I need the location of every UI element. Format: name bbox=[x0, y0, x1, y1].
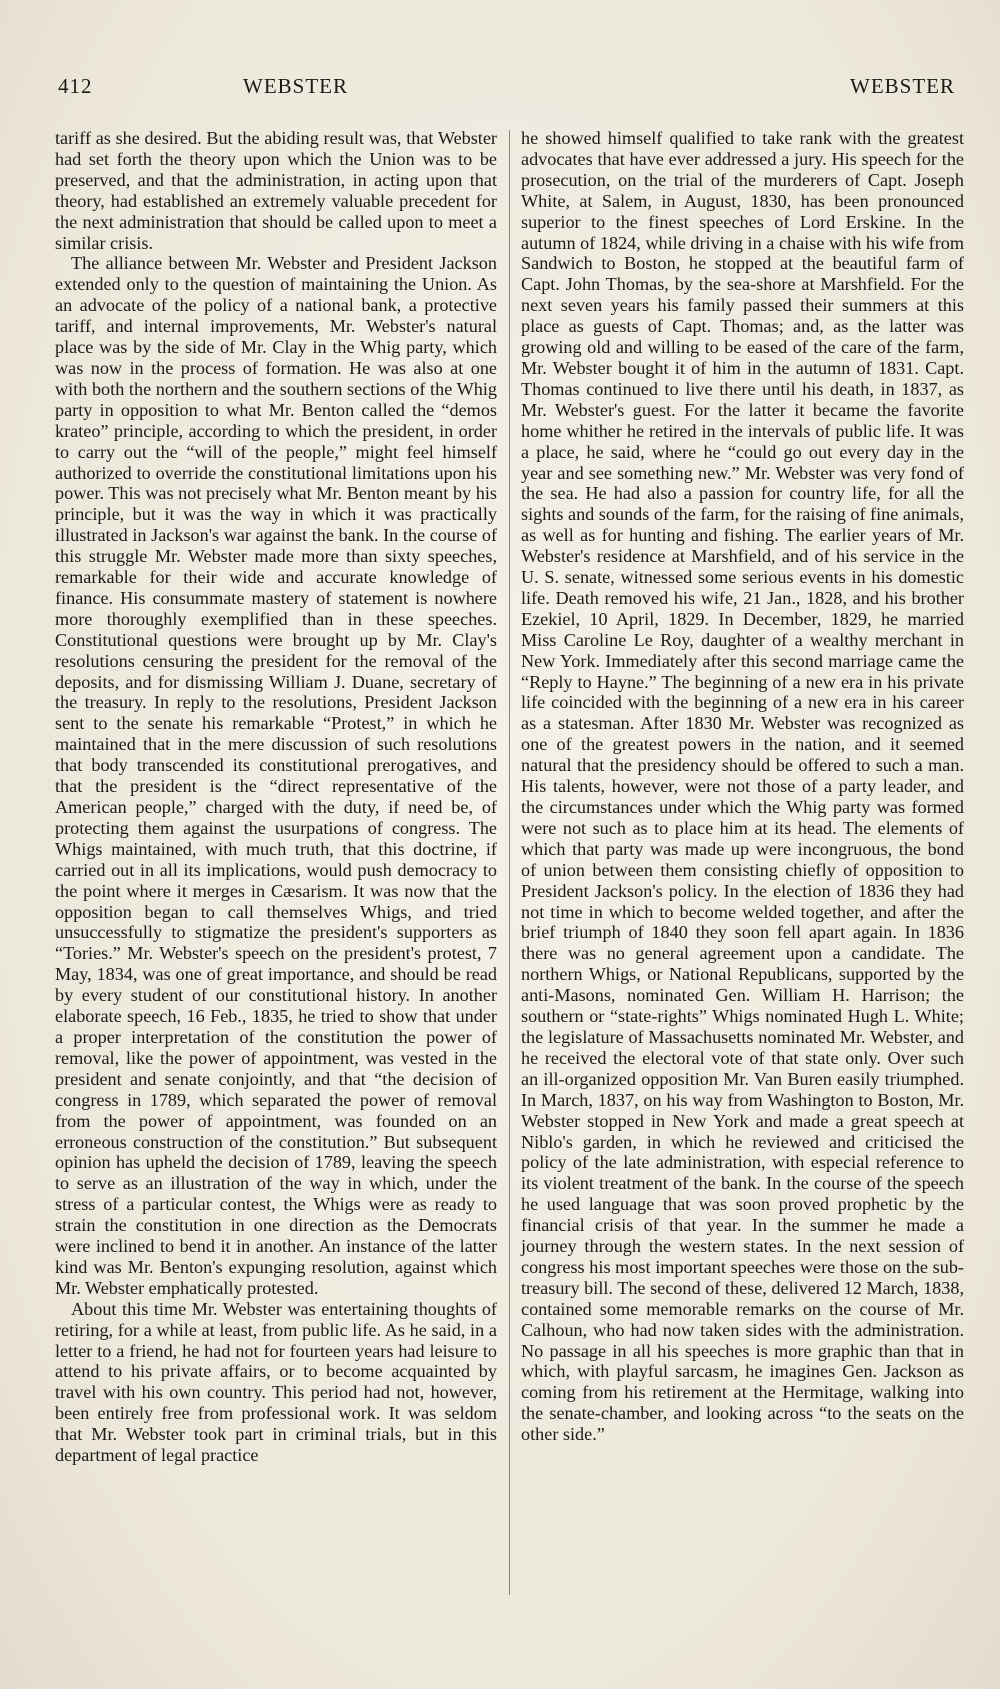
paragraph: The alliance between Mr. Webster and President Jackson extended only to the question of maintaining the Union. As an advocate of the policy of a national bank, a protective tariff, and internal improvements, Mr. Webster's natural place was by the side of Mr. Clay in the Whig party, which was now in the process of formation. He was also at one with both the northern and the southern sections of the Whig party in opposition to what Mr. Benton called the “demos krateo” principle, according to which the president, in order to carry out the “will of the people,” might feel himself authorized to override the constitutional limitations upon his power. This was not precisely what Mr. Benton meant by his principle, but it was the way in which it was practically illustrated in Jackson's war against the bank. In the course of this struggle Mr. Webster made more than sixty speeches, remarkable for their wide and accurate knowledge of finance. His consummate mastery of statement is nowhere more thoroughly exemplified than in these speeches. Constitutional questions were brought up by Mr. Clay's resolutions censuring the president for the removal of the deposits, and for dismissing William J. Duane, secretary of the treasury. In reply to the resolutions, President Jackson sent to the senate his remarkable “Protest,” in which he maintained that in the mere discussion of such resolutions that body transcended its constitutional prerogatives, and that the president is the “direct representative of the American people,” charged with the duty, if need be, of protecting them against the usurpations of congress. The Whigs maintained, with much truth, that this doctrine, if carried out in all its implications, would push democracy to the point where it merges in Cæsarism. It was now that the opposition began to call themselves Whigs, and tried unsuccessfully to stigmatize the president's supporters as “Tories.” Mr. Webster's speech on the president's protest, 7 May, 1834, was one of great importance, and should be read by every student of our constitutional history. In another elaborate speech, 16 Feb., 1835, he tried to show that under a proper interpretation of the constitution the power of removal, like the power of appointment, was vested in the president and senate conjointly, and that “the decision of congress in 1789, which separated the power of removal from the power of appointment, was founded on an erroneous construction of the constitution.” But subsequent opinion has upheld the decision of 1789, leaving the speech to serve as an illustration of the way in which, under the stress of a particular contest, the Whigs were as ready to strain the constitution in one direction as the Democrats were inclined to bend it in another. An instance of the latter kind was Mr. Benton's expunging resolution, against which Mr. Webster emphatically protested. bbox=[55, 253, 497, 1298]
page-number: 412 bbox=[58, 74, 93, 98]
right-column bbox=[521, 128, 964, 1445]
running-head bbox=[58, 74, 960, 104]
running-title-right: WEBSTER bbox=[850, 74, 955, 98]
paragraph: he showed himself qualified to take rank with the greatest advocates that have ever addressed a jury. His speech for the prosecution, on the trial of the murderers of Capt. Joseph White, at Salem, in August, 1830, has been pronounced superior to the finest speeches of Lord Erskine. In the autumn of 1824, while driving in a chaise with his wife from Sandwich to Boston, he stopped at the beautiful farm of Capt. John Thomas, by the sea-shore at Marshfield. For the next seven years his family passed their summers at this place as guests of Capt. Thomas; and, as the latter was growing old and willing to be eased of the care of the farm, Mr. Webster bought it of him in the autumn of 1831. Capt. Thomas continued to live there until his death, in 1837, as Mr. Webster's guest. For the latter it became the favorite home whither he retired in the intervals of public life. It was a place, he said, where he “could go out every day in the year and see something new.” Mr. Webster was very fond of the sea. He had also a passion for country life, for all the sights and sounds of the farm, for the raising of fine animals, as well as for hunting and fishing. The earlier years of Mr. Webster's residence at Marshfield, and of his service in the U. S. senate, witnessed some serious events in his domestic life. Death removed his wife, 21 Jan., 1828, and his brother Ezekiel, 10 April, 1829. In December, 1829, he married Miss Caroline Le Roy, daughter of a wealthy merchant in New York. Immediately after this second marriage came the “Reply to Hayne.” The beginning of a new era in his private life coincided with the beginning of a new era in his career as a statesman. After 1830 Mr. Webster was recognized as one of the greatest powers in the nation, and it seemed natural that the presidency should be offered to such a man. His talents, however, were not those of a party leader, and the circumstances under which the Whig party was formed were not such as to place him at its head. The elements of which that party was made up were incongruous, the bond of union between them consisting chiefly of opposition to President Jackson's policy. In the election of 1836 they had not time in which to become welded together, and after the brief triumph of 1840 they soon fell apart again. In 1836 there was no general agreement upon a candidate. The northern Whigs, or National Republicans, supported by the anti-Masons, nominated Gen. William H. Harrison; the southern or “state-rights” Whigs nominated Hugh L. White; the legislature of Massachusetts nominated Mr. Webster, and he received the electoral vote of that state only. Over such an ill-organized opposition Mr. Van Buren easily triumphed. In March, 1837, on his way from Washington to Boston, Mr. Webster stopped in New York and made a great speech at Niblo's garden, in which he reviewed and criticised the policy of the late administration, with especial reference to its violent treatment of the bank. In the course of the speech he used language that was soon proved prophetic by the financial crisis of that year. In the summer he made a journey through the western states. In the next session of congress his most important speeches were those on the sub-treasury bill. The second of these, delivered 12 March, 1838, contained some memorable remarks on the course of Mr. Calhoun, who had now taken sides with the administration. No passage in all his speeches is more graphic than that in which, with playful sarcasm, he imagines Gen. Jackson as coming from his retirement at the Hermitage, walking into the senate-chamber, and looking across “to the seats on the other side.” bbox=[521, 128, 964, 1445]
left-column bbox=[55, 128, 497, 1466]
running-title-left: WEBSTER bbox=[243, 74, 348, 98]
column-divider bbox=[509, 130, 510, 1595]
paragraph: tariff as she desired. But the abiding result was, that Webster had set forth the theory upon which the Union was to be preserved, and that the administration, in acting upon that theory, had established an extremely valuable precedent for the next administration that should be called upon to meet a similar crisis. bbox=[55, 128, 497, 253]
paragraph: About this time Mr. Webster was entertaining thoughts of retiring, for a while at least, from public life. As he said, in a letter to a friend, he had not for fourteen years had leisure to attend to his private affairs, or to become acquainted by travel with his own country. This period had not, however, been entirely free from professional work. It was seldom that Mr. Webster took part in criminal trials, but in this department of legal practice bbox=[55, 1298, 497, 1466]
